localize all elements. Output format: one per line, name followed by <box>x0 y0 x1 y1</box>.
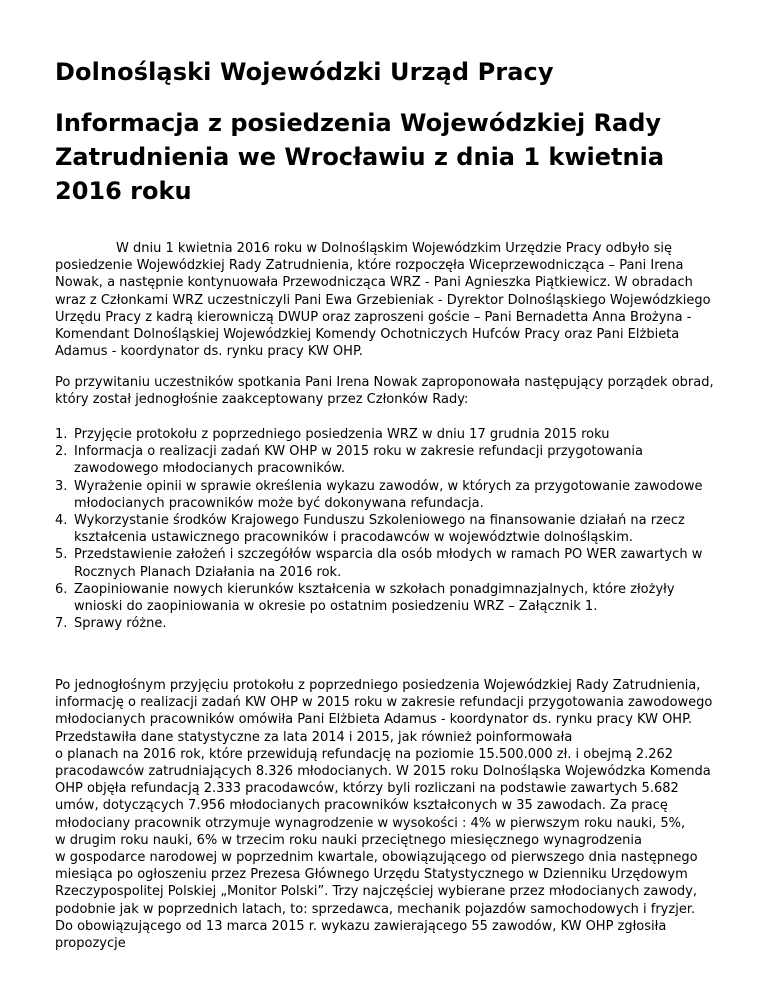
agenda-item-number: 7. <box>55 616 68 632</box>
agenda-item-number: 4. <box>55 513 68 529</box>
agenda-item <box>55 615 715 632</box>
page-title: Informacja z posiedzenia Wojewódzkiej Rady Zatrudnienia we Wrocławiu z dnia 1 kwietnia 2016 roku <box>55 109 665 205</box>
agenda-item-text: Informacja o realizacji zadań KW OHP w 2015 roku w zakresie refundacji przygotowania zawodowego młodocianych pracowników. <box>74 444 644 477</box>
agenda-item <box>55 478 715 512</box>
agenda-item-text: Przyjęcie protokołu z poprzedniego posiedzenia WRZ w dniu 17 grudnia 2015 roku <box>74 427 610 442</box>
agenda-intro-paragraph: Po przywitaniu uczestników spotkania Pani Irena Nowak zaproponowała następujący porządek obrad, który został jednogłośnie zaakceptowany przez Członków Rady: <box>55 375 714 408</box>
agenda-item <box>55 512 715 546</box>
discussion-text-line: Po jednogłośnym przyjęciu protokołu z poprzedniego posiedzenia Wojewódzkiej Rady Zatrudnienia, informację o realizacji zadań KW OHP w 2015 roku w zakresie refundacji przygotowania zawodowego młodocianych pracowników omówiła Pani Elżbieta Adamus - koordynator ds. rynku pracy KW OHP. Przedstawiła dane statystyczne za lata 2014 i 2015, jak również poinformowała <box>55 678 713 745</box>
agenda-list <box>55 426 715 632</box>
agenda-item <box>55 426 715 443</box>
agenda-item <box>55 581 715 615</box>
agenda-item-text: Sprawy różne. <box>74 616 167 632</box>
organization-title: Dolnośląski Wojewódzki Urząd Pracy <box>55 58 554 86</box>
agenda-item-number: 1. <box>55 427 68 442</box>
agenda-item <box>55 546 715 580</box>
agenda-item-number: 2. <box>55 444 68 460</box>
discussion-text-line: w drugim roku nauki, 6% w trzecim roku nauki przeciętnego miesięcznego wynagrodzenia <box>55 832 642 848</box>
agenda-item-number: 5. <box>55 547 68 563</box>
agenda-item-number: 6. <box>55 581 68 597</box>
agenda-item-number: 3. <box>55 478 68 494</box>
discussion-text-line: w gospodarce narodowej w poprzednim kwartale, obowiązującego od pierwszego dnia następnego miesiąca po ogłoszeniu przez Prezesa Głównego Urzędu Statystycznego w Dzienniku Urzędowym Rzeczypospolitej Polskiej „Monitor Polski”. Trzy najczęściej wybierane przez młodocianych zawody, podobnie jak w poprzednich latach, to: sprzedawca, mechanik pojazdów samochodowych i fryzjer. Do obowiązującego od 13 marca 2015 r. wykazu zawierającego 55 zawodów, KW OHP zgłosiła propozycje <box>55 850 698 952</box>
agenda-item <box>55 443 715 477</box>
discussion-paragraph <box>55 677 715 952</box>
agenda-item-text: Wyrażenie opinii w sprawie określenia wykazu zawodów, w których za przygotowanie zawodowe młodocianych pracowników może być dokonywana refundacja. <box>74 478 703 511</box>
intro-paragraph: W dniu 1 kwietnia 2016 roku w Dolnośląskim Wojewódzkim Urzędzie Pracy odbyło się posiedzenie Wojewódzkiej Rady Zatrudnienia, które rozpoczęła Wiceprzewodnicząca – Pani Irena Nowak, a następnie kontynuowała Przewodnicząca WRZ - Pani Agnieszka Piątkiewicz. W obradach wraz z Członkami WRZ uczestniczyli Pani Ewa Grzebieniak - Dyrektor Dolnośląskiego Wojewódzkiego Urzędu Pracy z kadrą kierowniczą DWUP oraz zaproszeni goście – Pani Bernadetta Anna Brożyna - Komendant Dolnośląskiej Wojewódzkiej Komendy Ochotniczych Hufców Pracy oraz Pani Elżbieta Adamus - koordynator ds. rynku pracy KW OHP. <box>55 241 711 360</box>
agenda-item-text: Zaopiniowanie nowych kierunków kształcenia w szkołach ponadgimnazjalnych, które złożyły wnioski do zaopiniowania w okresie po ostatnim posiedzeniu WRZ – Załącznik 1. <box>74 581 675 615</box>
discussion-text-line: o planach na 2016 rok, które przewidują refundację na poziomie 15.500.000 zł. i obejmą 2.262 pracodawców zatrudniających 8.326 młodocianych. W 2015 roku Dolnośląska Wojewódzka Komenda OHP objęła refundacją 2.333 pracodawców, którzy byli rozliczani na podstawie zawartych 5.682 umów, dotyczących 7.956 młodocianych pracowników kształconych w 35 zawodach. Za pracę młodociany pracownik otrzymuje wynagrodzenie w wysokości : 4% w pierwszym roku nauki, 5%, <box>55 746 711 831</box>
agenda-item-text: Wykorzystanie środków Krajowego Funduszu Szkoleniowego na finansowanie działań na rzecz kształcenia ustawicznego pracowników i pracodawców w województwie dolnośląskim. <box>74 513 685 546</box>
agenda-item-text: Przedstawienie założeń i szczegółów wsparcia dla osób młodych w ramach PO WER zawartych w Rocznych Planach Działania na 2016 rok. <box>74 547 703 580</box>
